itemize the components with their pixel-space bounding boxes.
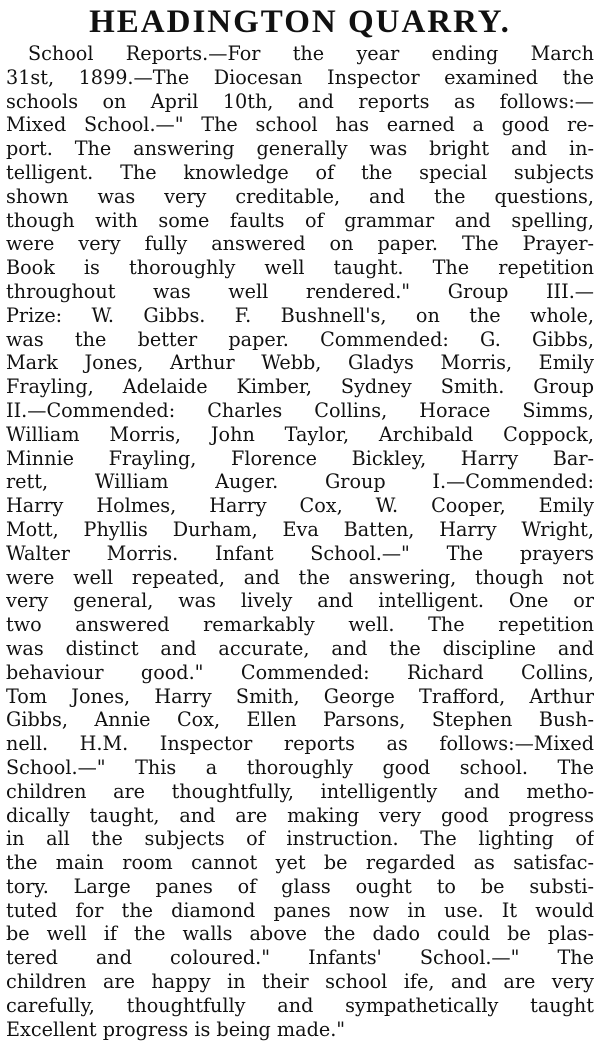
- article-line: tory. Large panes of glass ought to be substi-: [6, 874, 594, 898]
- article-line: Harry Holmes, Harry Cox, W. Cooper, Emily: [6, 494, 594, 518]
- article-line: Excellent progress is being made.": [6, 1017, 346, 1041]
- article-line: telligent. The knowledge of the special subjects: [6, 160, 594, 184]
- article-line: children are thoughtfully, intelligently and metho-: [6, 779, 594, 803]
- article-line: William Morris, John Taylor, Archibald Coppock,: [6, 422, 594, 446]
- article-line: carefully, thoughtfully and sympathetically taught: [6, 993, 594, 1017]
- article-line: very general, was lively and intelligent. One or: [6, 589, 594, 613]
- article-line: II.—Commended: Charles Collins, Horace Simms,: [6, 398, 594, 422]
- article-line: nell. H.M. Inspector reports as follows:—Mixed: [6, 732, 594, 756]
- article-line: though with some faults of grammar and spelling,: [6, 208, 594, 232]
- article-line: children are happy in their school ife, and are very: [6, 970, 594, 994]
- article-line: two answered remarkably well. The repetition: [6, 613, 594, 637]
- article-line: schools on April 10th, and reports as follows:—: [6, 89, 594, 113]
- article-line: throughout was well rendered." Group III.—: [6, 279, 594, 303]
- article-line: 31st, 1899.—The Diocesan Inspector examined the: [6, 65, 594, 89]
- article-line: Frayling, Adelaide Kimber, Sydney Smith. Group: [6, 375, 594, 399]
- article-line: behaviour good." Commended: Richard Collins,: [6, 660, 594, 684]
- article-line: were very fully answered on paper. The Prayer-: [6, 232, 594, 256]
- article-line: were well repeated, and the answering, though not: [6, 565, 594, 589]
- article-line: port. The answering generally was bright and in-: [6, 137, 594, 161]
- article-line: tuted for the diamond panes now in use. It would: [6, 898, 594, 922]
- article-line: dically taught, and are making very good progress: [6, 803, 594, 827]
- article-line: be well if the walls above the dado could be plas-: [6, 922, 594, 946]
- article-line: Mixed School.—" The school has earned a good re-: [6, 113, 594, 137]
- article-line: Gibbs, Annie Cox, Ellen Parsons, Stephen Bush-: [6, 708, 594, 732]
- article-line: shown was very creditable, and the questions,: [6, 184, 594, 208]
- article-line: was distinct and accurate, and the discipline and: [6, 636, 594, 660]
- article-line: rett, William Auger. Group I.—Commended:: [6, 470, 594, 494]
- headline: HEADINGTON QUARRY.: [89, 4, 511, 40]
- article-line: Minnie Frayling, Florence Bickley, Harry Bar-: [6, 446, 594, 470]
- article-line: Tom Jones, Harry Smith, George Trafford, Arthur: [6, 684, 594, 708]
- article-line: in all the subjects of instruction. The lighting of: [6, 827, 594, 851]
- article-line: was the better paper. Commended: G. Gibbs,: [6, 327, 594, 351]
- article-line: tered and coloured." Infants' School.—" The: [6, 946, 594, 970]
- article-line: Prize: W. Gibbs. F. Bushnell's, on the whole,: [6, 303, 594, 327]
- article-line: Walter Morris. Infant School.—" The prayers: [6, 541, 594, 565]
- article-line: School.—" This a thoroughly good school. The: [6, 755, 594, 779]
- article-line: Mott, Phyllis Durham, Eva Batten, Harry Wright,: [6, 517, 594, 541]
- article-body: [0, 42, 600, 1041]
- article-line: School Reports.—For the year ending March: [28, 42, 594, 65]
- article-line: Mark Jones, Arthur Webb, Gladys Morris, Emily: [6, 351, 594, 375]
- article-line: Book is thoroughly well taught. The repetition: [6, 256, 594, 280]
- article-line: the main room cannot yet be regarded as satisfac-: [6, 851, 594, 875]
